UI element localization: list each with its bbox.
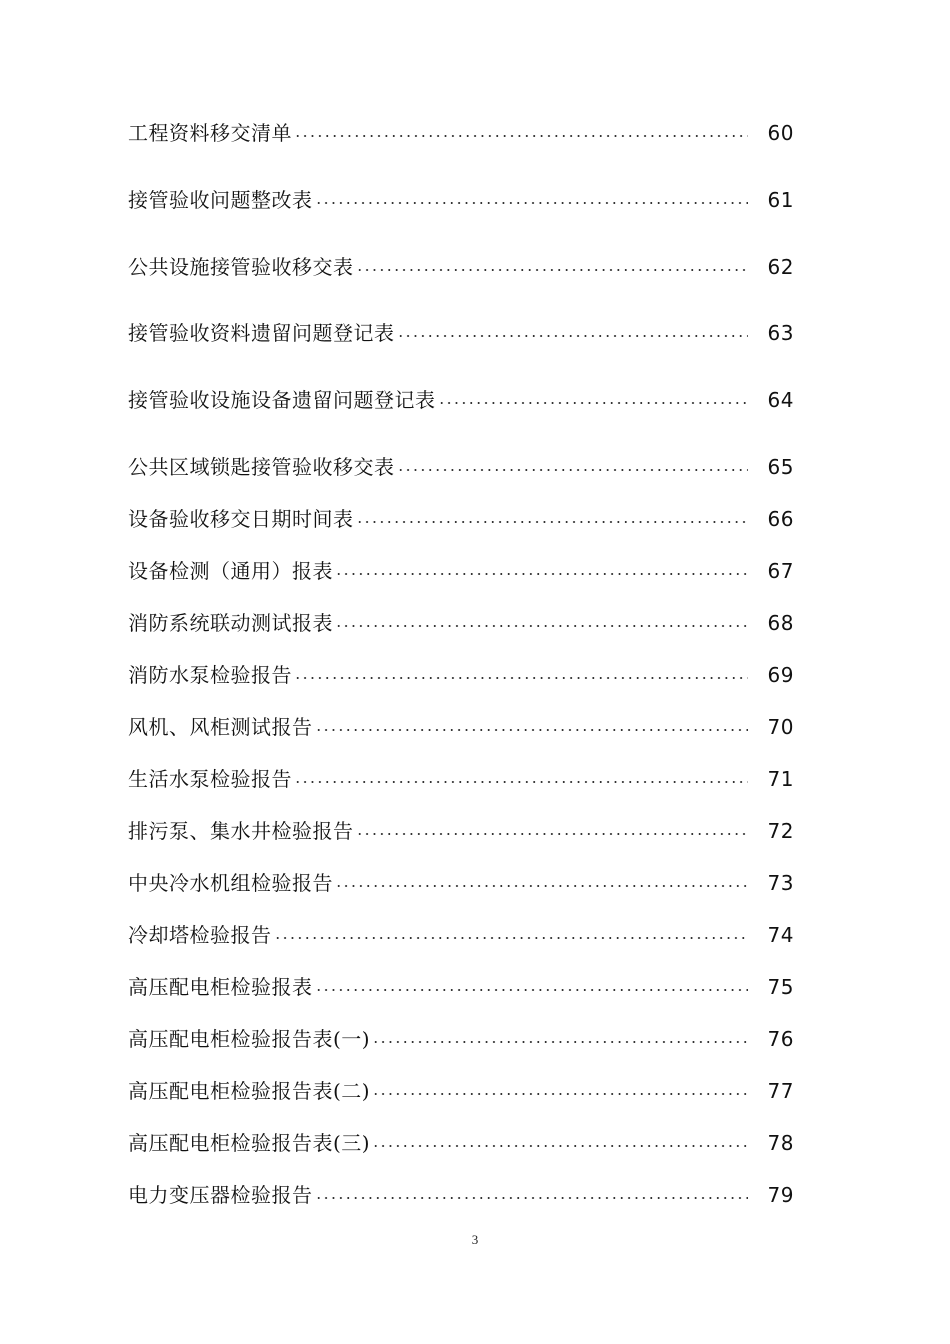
toc-dot-leader bbox=[335, 885, 748, 887]
toc-entry-page: 61 bbox=[767, 188, 794, 212]
toc-entry[interactable] bbox=[128, 1023, 794, 1055]
toc-entry-title: 接管验收资料遗留问题登记表 bbox=[128, 321, 395, 345]
toc-entry[interactable] bbox=[128, 607, 794, 639]
toc-entry-title: 消防系统联动测试报表 bbox=[128, 611, 333, 635]
toc-entry-page: 75 bbox=[767, 975, 794, 999]
toc-entry-page: 69 bbox=[767, 663, 794, 687]
toc-entry-title: 工程资料移交清单 bbox=[128, 121, 292, 145]
toc-entry[interactable] bbox=[128, 971, 794, 1003]
toc-dot-leader bbox=[397, 335, 749, 337]
toc-entry[interactable] bbox=[128, 711, 794, 743]
toc-entry-title: 消防水泵检验报告 bbox=[128, 663, 292, 687]
page-number: 3 bbox=[471, 1232, 479, 1247]
toc-entry-page: 76 bbox=[767, 1027, 794, 1051]
toc-entry[interactable] bbox=[128, 1179, 794, 1211]
toc-dot-leader bbox=[356, 833, 749, 835]
toc-entry-title: 电力变压器检验报告 bbox=[128, 1183, 313, 1207]
toc-entry-title: 生活水泵检验报告 bbox=[128, 767, 292, 791]
toc-entry-page: 62 bbox=[767, 255, 794, 279]
toc-entry[interactable] bbox=[128, 1075, 794, 1107]
toc-entry-page: 66 bbox=[767, 507, 794, 531]
toc-dot-leader bbox=[315, 989, 749, 991]
toc-dot-leader bbox=[335, 625, 748, 627]
toc-entry-title: 高压配电柜检验报告表(三) bbox=[128, 1131, 371, 1155]
toc-entry[interactable] bbox=[128, 117, 794, 149]
toc-entry-title: 接管验收问题整改表 bbox=[128, 188, 313, 212]
toc-entry-title: 设备验收移交日期时间表 bbox=[128, 507, 354, 531]
toc-entry[interactable] bbox=[128, 451, 794, 483]
toc-entry[interactable] bbox=[128, 184, 794, 216]
toc-dot-leader bbox=[315, 202, 749, 204]
toc-entry-page: 79 bbox=[767, 1183, 794, 1207]
toc-entry-title: 公共设施接管验收移交表 bbox=[128, 255, 354, 279]
toc-entry-title: 风机、风柜测试报告 bbox=[128, 715, 313, 739]
toc-entry-title: 设备检测（通用）报表 bbox=[128, 559, 333, 583]
toc-entry-title: 接管验收设施设备遗留问题登记表 bbox=[128, 388, 436, 412]
toc-entry-title: 高压配电柜检验报表 bbox=[128, 975, 313, 999]
toc-dot-leader bbox=[294, 781, 748, 783]
toc-entry[interactable] bbox=[128, 251, 794, 283]
toc-dot-leader bbox=[294, 677, 748, 679]
toc-entry-page: 70 bbox=[767, 715, 794, 739]
toc-dot-leader bbox=[397, 469, 749, 471]
toc-entry-page: 68 bbox=[767, 611, 794, 635]
toc-entry-page: 78 bbox=[767, 1131, 794, 1155]
toc-entry[interactable] bbox=[128, 555, 794, 587]
toc-dot-leader bbox=[274, 937, 749, 939]
toc-entry-page: 71 bbox=[767, 767, 794, 791]
toc-entry[interactable] bbox=[128, 815, 794, 847]
toc-dot-leader bbox=[372, 1093, 748, 1095]
toc-entry-page: 65 bbox=[767, 455, 794, 479]
toc-dot-leader bbox=[356, 269, 749, 271]
toc-entry-page: 72 bbox=[767, 819, 794, 843]
toc-dot-leader bbox=[372, 1145, 748, 1147]
toc-entry[interactable] bbox=[128, 317, 794, 349]
toc-entry-page: 60 bbox=[767, 121, 794, 145]
toc-dot-leader bbox=[438, 402, 749, 404]
toc-dot-leader bbox=[294, 135, 748, 137]
toc-entry[interactable] bbox=[128, 503, 794, 535]
toc-entry[interactable] bbox=[128, 384, 794, 416]
toc-entry-page: 67 bbox=[767, 559, 794, 583]
toc-entry[interactable] bbox=[128, 659, 794, 691]
toc-dot-leader bbox=[372, 1041, 748, 1043]
toc-entry-page: 73 bbox=[767, 871, 794, 895]
toc-entry-title: 公共区域锁匙接管验收移交表 bbox=[128, 455, 395, 479]
toc-entry-page: 74 bbox=[767, 923, 794, 947]
toc-entry-title: 排污泵、集水井检验报告 bbox=[128, 819, 354, 843]
toc-dot-leader bbox=[315, 1197, 749, 1199]
toc-dot-leader bbox=[335, 573, 748, 575]
toc-entry-title: 中央冷水机组检验报告 bbox=[128, 871, 333, 895]
toc-entry[interactable] bbox=[128, 1127, 794, 1159]
toc-entry[interactable] bbox=[128, 763, 794, 795]
toc-entry-title: 高压配电柜检验报告表(一) bbox=[128, 1027, 371, 1051]
toc-dot-leader bbox=[356, 521, 749, 523]
toc-entry-title: 高压配电柜检验报告表(二) bbox=[128, 1079, 371, 1103]
toc-entry-page: 77 bbox=[767, 1079, 794, 1103]
toc-entry[interactable] bbox=[128, 867, 794, 899]
toc-dot-leader bbox=[315, 729, 749, 731]
toc-entry-page: 63 bbox=[767, 321, 794, 345]
toc-entry-title: 冷却塔检验报告 bbox=[128, 923, 272, 947]
toc-entry[interactable] bbox=[128, 919, 794, 951]
toc-entry-page: 64 bbox=[767, 388, 794, 412]
